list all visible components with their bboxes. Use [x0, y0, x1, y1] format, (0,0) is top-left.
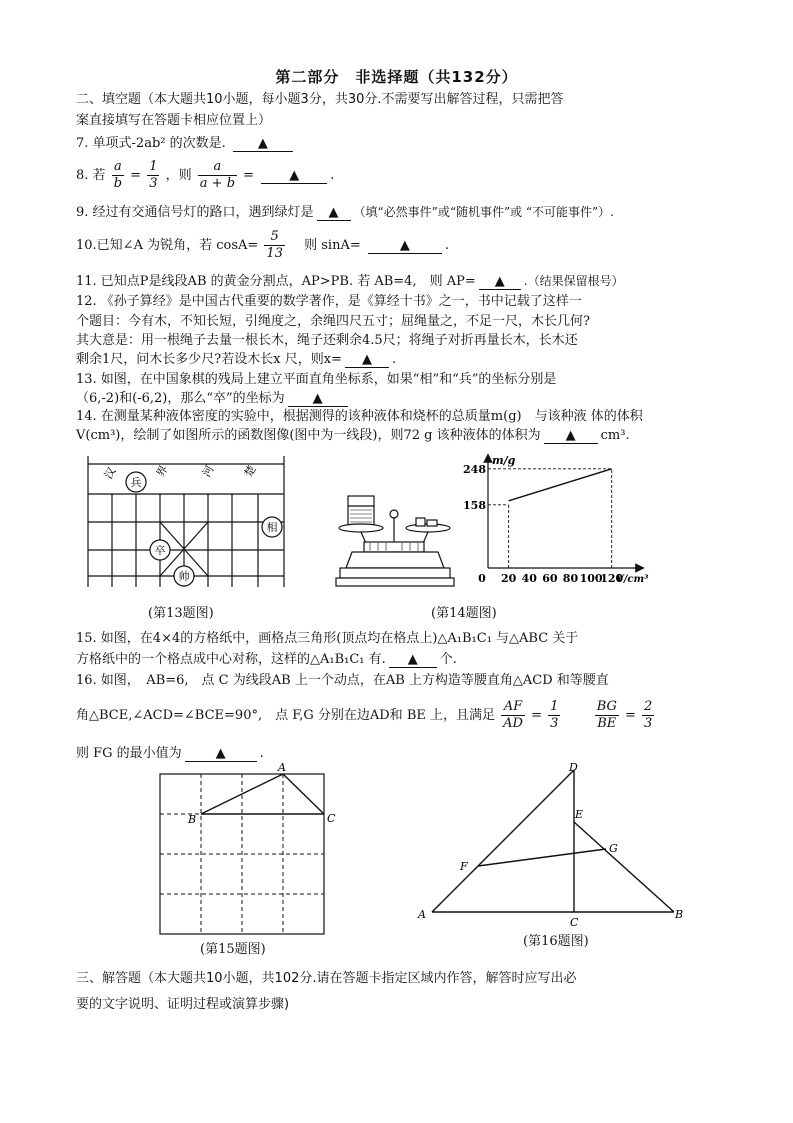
q14-line1: 14. 在测量某种液体密度的实验中，根据测得的该种液体和烧杯的总质量m(g) 与该种液 体的体积 — [76, 409, 643, 424]
fraction-a-over-b: $\frac{a}{b}$ — [113, 159, 123, 191]
answer-blank-9[interactable]: ▲ — [317, 206, 351, 221]
fraction-5-13: $\frac{5}{13}$ — [266, 229, 283, 261]
question-14-answer-line: V(cm³)，绘制了如图所示的函数图像(图中为一线段)，则72 g 该种液体的体积为 ▲ cm³. — [76, 428, 630, 443]
figure-13-caption: (第13题图) — [148, 606, 214, 621]
question-15-answer-line: 方格纸中的一个格点成中心对称，这样的△A₁B₁C₁ 有. ▲ 个. — [76, 652, 457, 667]
piece-shuai — [174, 566, 194, 586]
x-tick-label: 0 — [478, 572, 486, 585]
label-A: A — [278, 761, 286, 774]
q13-line1: 13. 如图，在中国象棋的残局上建立平面直角坐标系，如果“相”和“兵”的坐标分别是 — [76, 372, 557, 387]
svg-text:相: 相 — [266, 521, 278, 534]
series-line — [509, 469, 612, 501]
answer-section-line2: 要的文字说明、证明过程或演算步骤) — [76, 997, 290, 1012]
question-9: 9. 经过有交通信号灯的路口，遇到绿灯是 ▲ （填“必然事件”或“随机事件”或 “不可能事件”）. — [76, 205, 614, 220]
answer-blank-7[interactable]: ▲ — [233, 137, 293, 152]
figure-14-mass-volume-chart — [463, 450, 649, 590]
svg-text:卒: 卒 — [154, 544, 166, 557]
question-7 — [76, 136, 296, 152]
q15-line1: 15. 如图，在4×4的方格纸中，画格点三角形(顶点均在格点上)△A₁B₁C₁ 与△ABC 关于 — [76, 631, 579, 646]
answer-blank-10[interactable]: ▲ — [368, 239, 442, 254]
label-A: A — [418, 908, 426, 921]
question-12-answer-line: 剩余1尺，问木长多少尺?若设木长x 尺，则x= ▲ . — [76, 352, 397, 367]
x-tick-label: 60 — [542, 572, 558, 585]
svg-text:帅: 帅 — [178, 570, 190, 583]
q12-line2: 个题目：今有木，不知长短，引绳度之，余绳四尺五寸；屈绳量之，不足一尺，木长几何? — [76, 314, 590, 329]
x-tick-label: 100 — [579, 572, 603, 585]
label-E: E — [575, 808, 584, 821]
label-B: B — [675, 908, 684, 921]
fraction-a-over-a-plus-b: $\frac{a}{a + b}$ — [199, 159, 236, 191]
fraction-bg-be: $\frac{BG}{BE}$ — [596, 699, 617, 731]
y-axis-label: m/g — [492, 454, 516, 467]
section-title: 第二部分 非选择题（共132分） — [275, 68, 518, 86]
label-B: B — [188, 813, 197, 826]
question-8: 8. 若 $\frac{a}{b}$ = $\frac{1}{3}$ ，则 $\frac{a}{a + b}$ = ▲ . — [76, 159, 335, 191]
question-16-answer-line: 则 FG 的最小值为 ▲ . — [76, 746, 264, 761]
q12-line1: 12. 《孙子算经》是中国古代重要的数学著作，是《算经十书》之一，书中记载了这样一 — [76, 294, 582, 309]
question-10: 10.已知∠A 为锐角，若 cosA= $\frac{5}{13}$ 则 sinA= ▲ . — [76, 229, 450, 261]
svg-text:兵: 兵 — [130, 476, 142, 489]
river-char-4: 楚 — [241, 463, 259, 480]
answer-blank-12[interactable]: ▲ — [345, 353, 389, 368]
x-tick-label: 80 — [562, 572, 579, 585]
river-char-2: 界 — [153, 463, 171, 480]
label-C: C — [570, 916, 579, 929]
y-tick-label: 158 — [463, 498, 486, 512]
figure-14-balance-scale — [328, 490, 466, 590]
x-tick-label: 120 — [600, 572, 624, 585]
q16-condition-line: 角△BCE,∠ACD=∠BCE=90°, 点 F,G 分别在边AD和 BE 上，且满足 $\frac{AF}{AD}$ = $\frac{1}{3}$ $\frac{BG}{BE}$ = $\frac{2}{3}$ — [76, 699, 653, 731]
river-char-3: 河 — [199, 463, 217, 480]
fraction-one-third: $\frac{1}{3}$ — [149, 159, 158, 191]
fill-instructions-line1: 二、填空题（本大题共10小题，每小题3分，共30分.不需要写出解答过程，只需把答 — [76, 92, 564, 107]
fraction-one-third-16: $\frac{1}{3}$ — [550, 699, 559, 731]
label-G: G — [609, 842, 618, 855]
fraction-af-ad: $\frac{AF}{AD}$ — [503, 699, 523, 731]
q16-line1: 16. 如图， AB=6, 点 C 为线段AB 上一个动点，在AB 上方构造等腰直角△ACD 和等腰直 — [76, 673, 609, 688]
fill-instructions-line2: 案直接填写在答题卡相应位置上） — [76, 113, 272, 128]
q7-text: 7. 单项式-2ab² 的次数是. — [76, 136, 226, 151]
answer-blank-15[interactable]: ▲ — [389, 653, 437, 668]
figure-13-chessboard — [86, 454, 286, 590]
figure-14-caption: (第14题图) — [431, 606, 497, 621]
label-C: C — [327, 812, 336, 825]
answer-blank-11[interactable]: ▲ — [479, 275, 521, 290]
piece-xiang — [262, 517, 282, 537]
x-tick-label: 40 — [521, 572, 537, 585]
answer-blank-16[interactable]: ▲ — [185, 747, 257, 762]
answer-blank-13[interactable]: ▲ — [288, 392, 348, 407]
y-tick-label: 248 — [463, 462, 486, 476]
river-char-1: 汉 — [101, 465, 119, 482]
figure-15-caption: (第15题图) — [200, 942, 266, 957]
figure-16-triangles — [412, 760, 692, 930]
question-11: 11. 已知点P是线段AB 的黄金分割点，AP>PB. 若 AB=4, 则 AP= ▲ .（结果保留根号） — [76, 274, 624, 289]
figure-16-caption: (第16题图) — [523, 934, 589, 949]
label-F: F — [460, 860, 468, 873]
piece-zu — [150, 540, 170, 560]
x-axis-label: V/cm³ — [616, 574, 649, 585]
answer-blank-14[interactable]: ▲ — [544, 429, 598, 444]
q8-prefix: 8. 若 — [76, 168, 106, 183]
figure-15-grid-triangle — [150, 760, 350, 938]
piece-bing — [126, 472, 146, 492]
question-13-answer-line: （6,-2)和(-6,2)，那么“卒”的坐标为 ▲ — [76, 391, 351, 407]
label-D: D — [569, 761, 578, 774]
answer-section-line1: 三、解答题（本大题共10小题，共102分.请在答题卡指定区域内作答，解答时应写出必 — [76, 971, 577, 986]
q12-line3: 其大意是：用一根绳子去量一根长木，绳子还剩余4.5尺；将绳子对折再量长木，长木还 — [76, 333, 578, 348]
x-tick-label: 20 — [500, 572, 517, 585]
fraction-two-thirds: $\frac{2}{3}$ — [644, 699, 653, 731]
answer-blank-8[interactable]: ▲ — [261, 169, 327, 184]
